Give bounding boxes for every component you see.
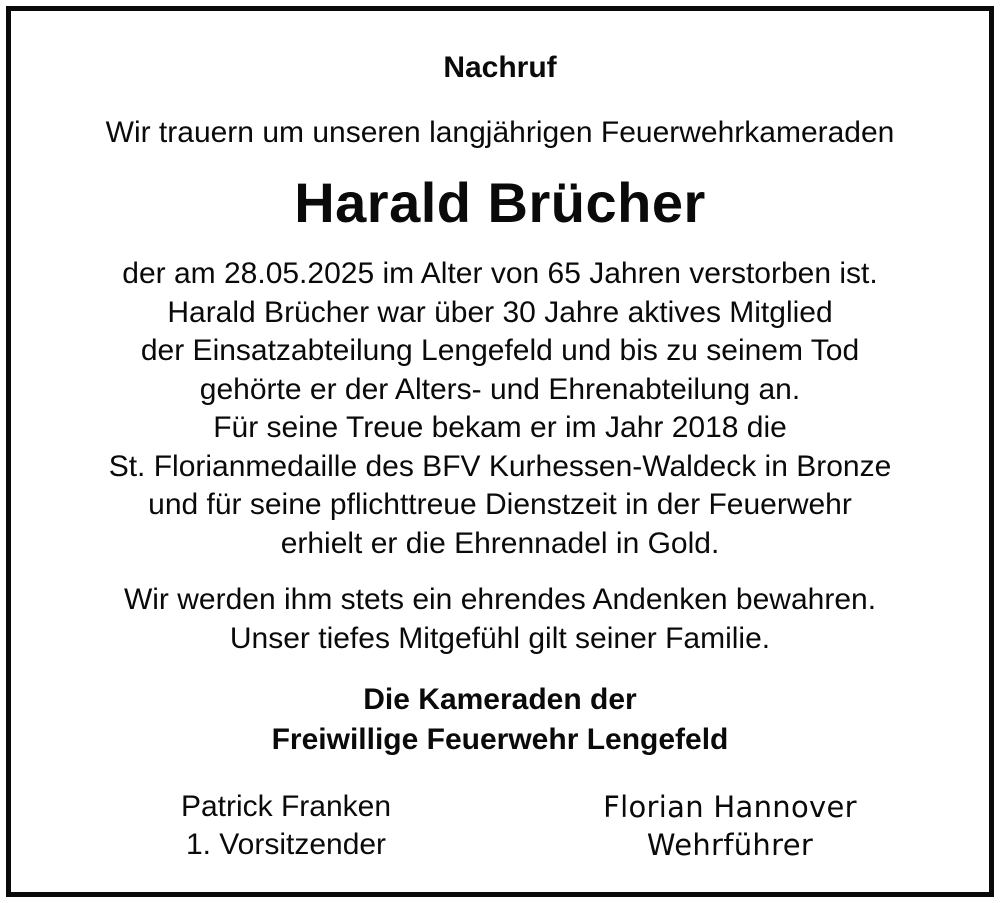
closing-line: Wir werden ihm stets ein ehrendes Andenken bewahren. bbox=[123, 583, 877, 616]
obituary-body bbox=[11, 255, 989, 563]
signatory-name: Patrick Franken bbox=[180, 790, 392, 823]
body-line: Für seine Treue bekam er im Jahr 2018 die bbox=[213, 411, 787, 444]
body-line: gehörte er der Alters- und Ehrenabteilung an. bbox=[199, 372, 801, 406]
deceased-name: Harald Brücher bbox=[294, 171, 706, 234]
closing-text bbox=[11, 581, 989, 658]
closing-line: Unser tiefes Mitgefühl gilt seiner Familie. bbox=[229, 621, 771, 655]
obituary-heading: Nachruf bbox=[443, 51, 557, 84]
sender-block bbox=[11, 680, 989, 760]
signatory-left bbox=[121, 788, 451, 864]
body-line: St. Florianmedaille des BFV Kurhessen-Waldeck in Bronze bbox=[108, 449, 892, 483]
sender-line: Die Kameraden der bbox=[363, 683, 637, 716]
sender-line: Freiwillige Feuerwehr Lengefeld bbox=[271, 723, 729, 756]
signatory-name: Florian Hannover bbox=[603, 790, 857, 824]
signatory-role: 1. Vorsitzender bbox=[185, 828, 387, 861]
obituary-frame bbox=[6, 6, 994, 897]
body-line: erhielt er die Ehrennadel in Gold. bbox=[280, 526, 720, 560]
body-line: der Einsatzabteilung Lengefeld und bis zu seinem Tod bbox=[140, 334, 860, 367]
signatory-role: Wehrführer bbox=[646, 828, 814, 862]
body-line: der am 28.05.2025 im Alter von 65 Jahren verstorben ist. bbox=[122, 257, 878, 290]
intro-text: Wir trauern um unseren langjährigen Feuerwehrkameraden bbox=[105, 116, 895, 149]
body-line: und für seine pflichttreue Dienstzeit in der Feuerwehr bbox=[148, 488, 852, 521]
body-line: Harald Brücher war über 30 Jahre aktives Mitglied bbox=[167, 295, 833, 329]
signatory-right bbox=[535, 788, 925, 864]
